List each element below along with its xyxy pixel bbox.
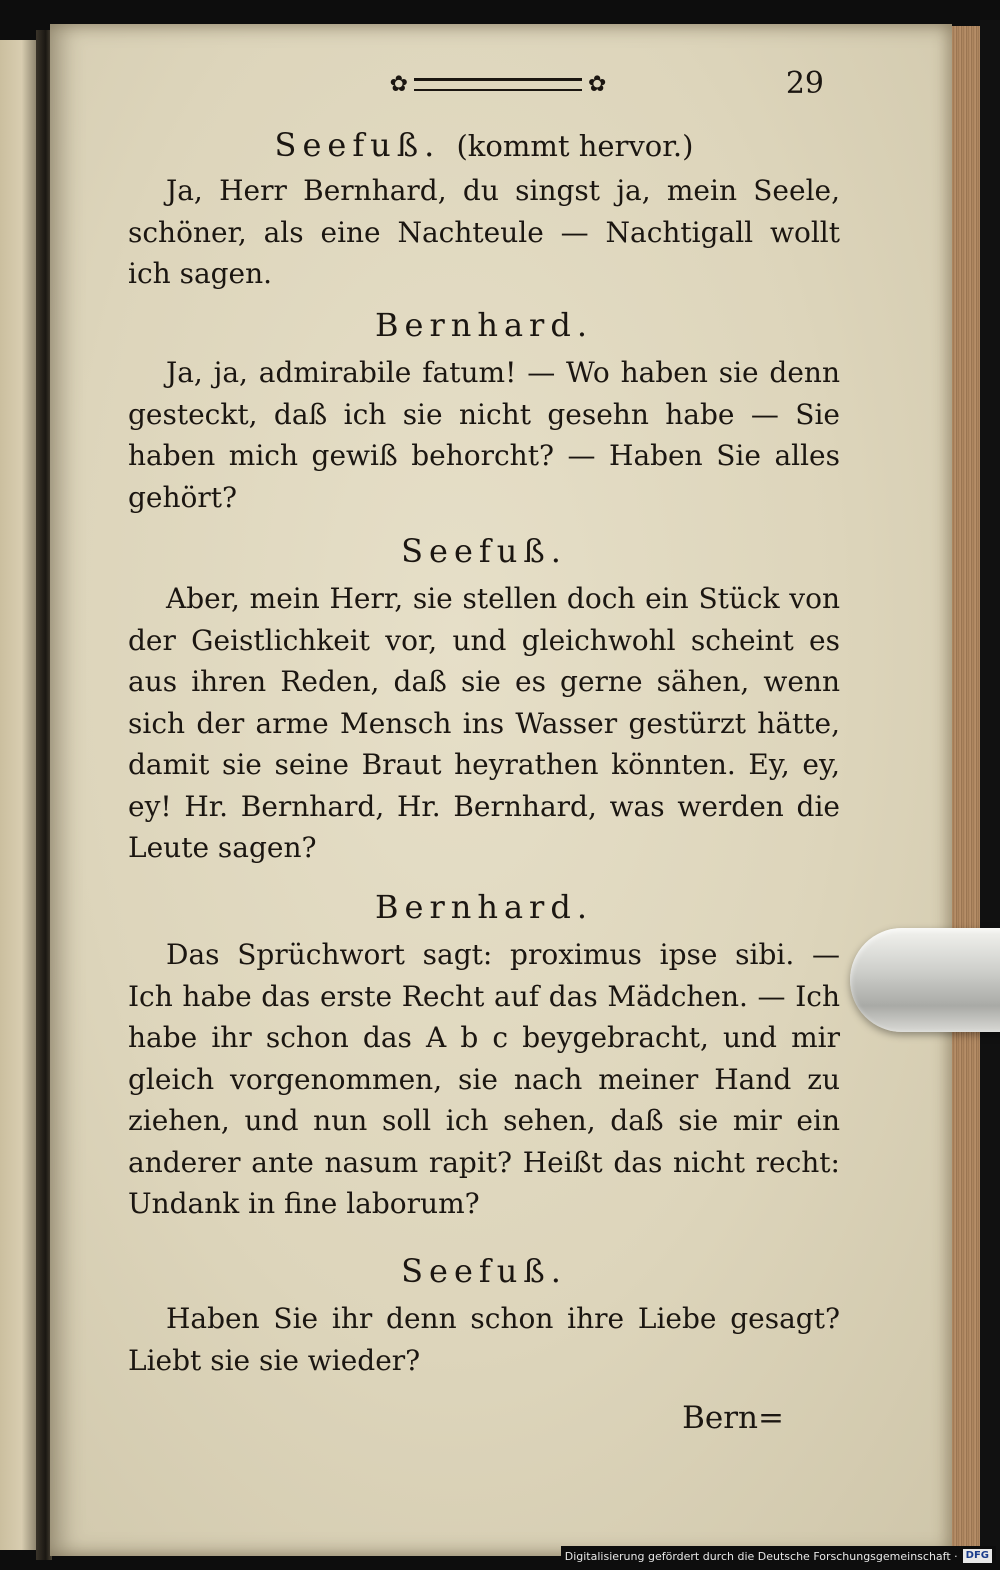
dfg-logo-icon: DFG (963, 1549, 992, 1563)
dialogue-block-3 (128, 532, 840, 869)
speaker-name: Seefuß. (274, 126, 441, 164)
glass-clamp (850, 928, 1000, 1032)
page-header (130, 66, 842, 106)
left-page-edge (0, 40, 36, 1550)
speaker-heading (128, 126, 840, 164)
dialogue-text: Das Sprüchwort sagt: proximus ipse sibi. — Ich habe das erste Recht auf das Mädchen. — Ich habe ihr schon das A b c beygebracht, und mir gleich vorgenommen, sie nach meiner Hand zu ziehen, und nun soll ich sehen, daß sie mir ein anderer ante nasum rapit? Heißt das nicht recht: Undank in fine laborum? (128, 938, 840, 1221)
dialogue-text: Haben Sie ihr denn schon ihre Liebe gesagt? Liebt sie sie wieder? (128, 1302, 840, 1377)
flower-ornament-icon: ✿ (389, 71, 408, 97)
book-page (50, 24, 952, 1556)
dialogue-block-1 (128, 126, 840, 295)
speaker-name: Seefuß. (401, 1252, 567, 1290)
dialogue-text: Ja, ja, admirabile fatum! — Wo haben sie denn gesteckt, daß ich sie nicht gesehn habe — Sie haben mich gewiß behorcht? — Haben Sie alles gehört? (128, 356, 840, 514)
dialogue-block-5 (128, 1252, 840, 1381)
dialogue-text: Ja, Herr Bernhard, du singst ja, mein Seele, schöner, als eine Nachteule — Nachtigall wollt ich sagen. (128, 174, 840, 291)
speaker-name: Bernhard. (375, 306, 593, 344)
footer-text: Digitalisierung gefördert durch die Deutsche Forschungsgemeinschaft · (564, 1549, 958, 1563)
flower-ornament-icon: ✿ (588, 71, 607, 97)
catchword: Bern= (682, 1400, 784, 1436)
speaker-heading (128, 1252, 840, 1290)
digitization-footer (561, 1546, 996, 1566)
header-ornament (378, 66, 618, 102)
page-stack-edges (952, 26, 980, 1554)
speaker-heading (128, 888, 840, 926)
speaker-name: Bernhard. (375, 888, 593, 926)
stage-direction: (kommt hervor.) (456, 129, 694, 163)
background-strip (980, 20, 1000, 1560)
speaker-heading (128, 532, 840, 570)
speaker-heading (128, 306, 840, 344)
page-number: 29 (785, 66, 824, 101)
speaker-name: Seefuß. (401, 532, 567, 570)
dialogue-block-2 (128, 306, 840, 518)
dialogue-text: Aber, mein Herr, sie stellen doch ein Stück von der Geistlichkeit vor, und gleichwohl scheint es aus ihren Reden, daß sie es gerne sähen, wenn sich der arme Mensch ins Wasser gestürzt hätte, damit sie seine Braut heyrathen könnten. Ey, ey, ey! Hr. Bernhard, Hr. Bernhard, was werden die Leute sagen? (128, 582, 840, 865)
dialogue-block-4 (128, 888, 840, 1225)
ornament-rule (414, 78, 582, 91)
